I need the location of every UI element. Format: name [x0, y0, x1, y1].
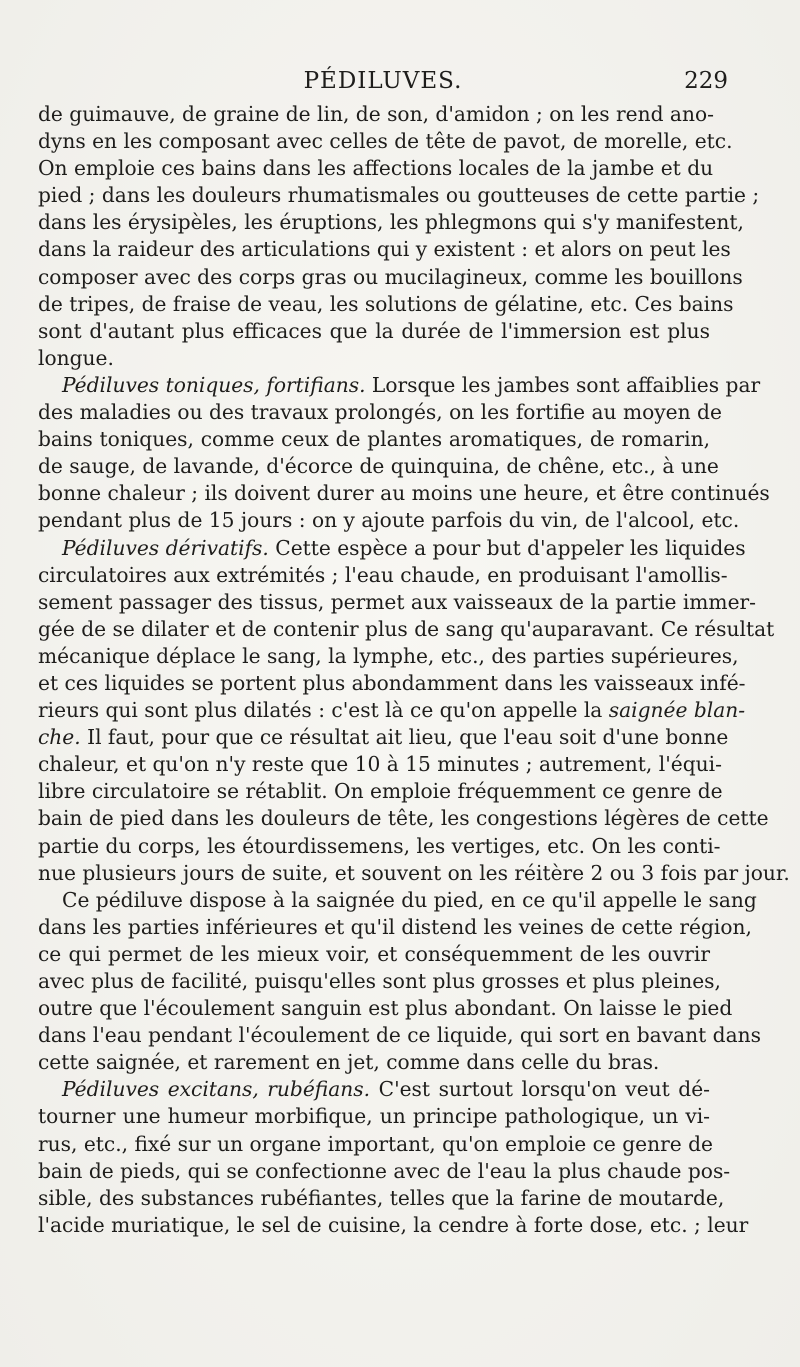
line-text: ce qui permet de les mieux voir, et conséquemment de les ouvrir [38, 941, 710, 966]
line-text: bonne chaleur ; ils doivent durer au moins une heure, et être continués [38, 481, 770, 506]
line-text: nue plusieurs jours de suite, et souvent on les réitère 2 ou 3 fois par jour. [38, 860, 790, 885]
text-line [38, 941, 710, 968]
line-text: Cette espèce a pour but d'appeler les liquides [268, 535, 746, 560]
italic-heading: che. [38, 725, 81, 750]
text-line [38, 128, 733, 155]
line-text: rieurs qui sont plus dilatés : c'est là ce qu'on appelle la [38, 698, 609, 723]
line-text: circulatoires aux extrémités ; l'eau chaude, en produisant l'amollis- [38, 562, 728, 587]
text-line [38, 643, 739, 670]
line-text: On emploie ces bains dans les affections locales de la jambe et du [38, 156, 714, 181]
italic-heading: Pédiluves excitans, rubéfians. [62, 1077, 371, 1102]
text-line [38, 480, 770, 507]
italic-heading: Pédiluves toniques, fortifians. [62, 372, 366, 397]
text-line [38, 589, 756, 616]
text-line [38, 860, 790, 887]
line-text: et ces liquides se portent plus abondamment dans les vaisseaux infé- [38, 670, 746, 695]
line-text: gée de se dilater et de contenir plus de sang qu'auparavant. Ce résultat [38, 616, 775, 641]
italic-term: saignée blan- [608, 698, 746, 723]
line-text: dyns en les composant avec celles de tête de pavot, de morelle, etc. [38, 129, 733, 154]
line-text: longue. [38, 345, 114, 370]
text-line [38, 291, 734, 318]
line-text: dans les parties inférieures et qu'il distend les veines de cette région, [38, 914, 752, 939]
text-line [38, 1022, 762, 1049]
paragraph [38, 1076, 749, 1239]
text-line [38, 616, 775, 643]
line-text: de tripes, de fraise de veau, les solutions de gélatine, etc. Ces bains [38, 291, 734, 316]
text-line [38, 968, 721, 995]
line-text: Il faut, pour que ce résultat ait lieu, que l'eau soit d'une bonne [80, 725, 729, 750]
line-text: chaleur, et qu'on n'y reste que 10 à 15 minutes ; autrement, l'équi- [38, 752, 722, 777]
line-text: libre circulatoire se rétablit. On emploie fréquemment ce genre de [38, 779, 723, 804]
text-line [38, 209, 744, 236]
text-line [38, 697, 746, 724]
text-line [38, 1212, 749, 1239]
text-line [38, 345, 710, 372]
line-text: sible, des substances rubéfiantes, telles que la farine de moutarde, [38, 1185, 725, 1210]
text-line [38, 670, 746, 697]
text-line [38, 236, 731, 263]
text-line [38, 101, 714, 128]
line-text: de guimauve, de graine de lin, de son, d'amidon ; on les rend ano- [38, 102, 714, 126]
line-text: dans les érysipèles, les éruptions, les phlegmons qui s'y manifestent, [38, 210, 744, 235]
line-text: sont d'autant plus efficaces que la durée de l'immersion est plus [38, 318, 710, 343]
text-line [38, 182, 760, 209]
line-text: Ce pédiluve dispose à la saignée du pied, en ce qu'il appelle le sang [62, 887, 757, 912]
italic-heading: Pédiluves dérivatifs. [62, 535, 269, 560]
text-line [38, 1103, 710, 1130]
line-text: bains toniques, comme ceux de plantes aromatiques, de romarin, [38, 427, 710, 452]
text-line [38, 995, 733, 1022]
line-text: bain de pied dans les douleurs de tête, les congestions légères de cette [38, 806, 769, 831]
text-line [38, 805, 769, 832]
text-line [38, 778, 723, 805]
text-line [38, 1185, 725, 1212]
line-text: mécanique déplace le sang, la lymphe, etc., des parties supérieures, [38, 643, 739, 668]
page-number: 229 [684, 68, 728, 94]
line-text: tourner une humeur morbifique, un principe pathologique, un vi- [38, 1104, 710, 1129]
text-line [38, 155, 714, 182]
text-line [38, 562, 728, 589]
text-line [38, 1049, 710, 1076]
line-text: rus, etc., fixé sur un organe important, qu'on emploie ce genre de [38, 1131, 713, 1156]
text-line [38, 264, 743, 291]
text-body [38, 101, 790, 1239]
line-text: partie du corps, les étourdissemens, les vertiges, etc. On les conti- [38, 833, 721, 858]
text-line [38, 833, 721, 860]
text-line [38, 399, 722, 426]
text-line [38, 914, 752, 941]
text-line [38, 507, 740, 534]
line-text: dans la raideur des articulations qui y existent : et alors on peut les [38, 237, 731, 262]
text-line [38, 535, 746, 562]
line-text: outre que l'écoulement sanguin est plus abondant. On laisse le pied [38, 996, 733, 1021]
text-line [38, 751, 722, 778]
paragraph [38, 535, 790, 887]
text-line [38, 1158, 731, 1185]
paragraph [38, 101, 760, 372]
line-text: avec plus de facilité, puisqu'elles sont plus grosses et plus pleines, [38, 969, 721, 993]
line-text: bain de pieds, qui se confectionne avec de l'eau la plus chaude pos- [38, 1158, 731, 1183]
line-text: Lorsque les jambes sont affaiblies par [365, 372, 761, 397]
text-line [38, 426, 710, 453]
line-text: l'acide muriatique, le sel de cuisine, la cendre à forte dose, etc. ; leur [38, 1212, 749, 1237]
line-text: pied ; dans les douleurs rhumatismales ou goutteuses de cette partie ; [38, 183, 760, 208]
text-line [38, 372, 761, 399]
running-title: PÉDILUVES. [303, 68, 463, 94]
line-text: C'est surtout lorsqu'on veut dé- [370, 1077, 710, 1102]
line-text: pendant plus de 15 jours : on y ajoute parfois du vin, de l'alcool, etc. [38, 508, 740, 533]
text-line [38, 724, 729, 751]
line-text: composer avec des corps gras ou mucilagineux, comme les bouillons [38, 264, 743, 289]
paragraph [38, 887, 762, 1077]
text-line [38, 453, 719, 480]
paragraph [38, 372, 770, 535]
line-text: sement passager des tissus, permet aux vaisseaux de la partie immer- [38, 589, 756, 614]
line-text: de sauge, de lavande, d'écorce de quinquina, de chêne, etc., à une [38, 454, 719, 479]
text-line [38, 887, 757, 914]
text-line [38, 1131, 713, 1158]
text-line [38, 318, 710, 345]
line-text: cette saignée, et rarement en jet, comme dans celle du bras. [38, 1050, 660, 1075]
line-text: dans l'eau pendant l'écoulement de ce liquide, qui sort en bavant dans [38, 1023, 762, 1048]
text-line [38, 1076, 710, 1103]
line-text: des maladies ou des travaux prolongés, on les fortifie au moyen de [38, 400, 722, 425]
